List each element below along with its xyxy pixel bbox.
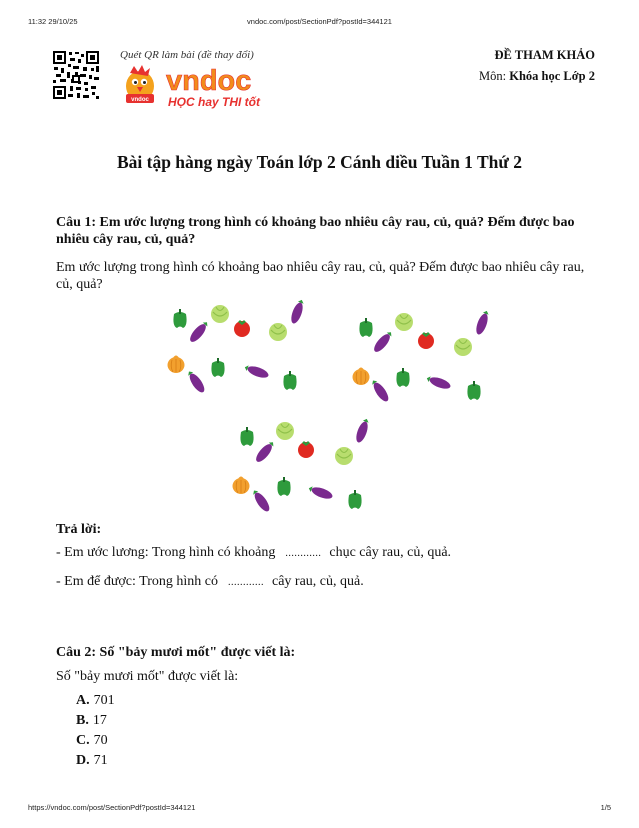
- svg-text:vndoc: vndoc: [166, 65, 252, 97]
- question-2-heading: Câu 2: Số "bảy mươi mốt" được viết là:: [56, 645, 296, 660]
- svg-text:HỌC hay THI tốt: HỌC hay THI tốt: [168, 95, 260, 109]
- browser-url-top: vndoc.com/post/SectionPdf?postId=344121: [247, 17, 392, 26]
- reference-title: ĐỀ THAM KHẢO: [494, 48, 595, 62]
- option-b[interactable]: [76, 713, 107, 729]
- option-c-letter: C.: [76, 733, 90, 748]
- answer-line-1: [56, 545, 451, 561]
- question-2-body: Số "bảy mươi mốt" được viết là:: [56, 669, 239, 684]
- subject-value: Khóa học Lớp 2: [509, 69, 595, 83]
- answer-line-2-end: cây rau, củ, quả.: [271, 574, 364, 589]
- subject-line: [479, 69, 595, 84]
- answer-blank-2[interactable]: ............: [227, 577, 264, 588]
- answer-line-2-start: - Em để được: Trong hình có: [56, 574, 218, 589]
- option-b-text: 17: [92, 713, 107, 728]
- answer-line-1-start: - Em ước lương: Trong hình có khoảng: [56, 545, 276, 560]
- page-title: Bài tập hàng ngày Toán lớp 2 Cánh diều Tuần 1 Thứ 2: [116, 152, 523, 172]
- option-d-letter: D.: [76, 753, 90, 768]
- browser-url-bottom: https://vndoc.com/post/SectionPdf?postId=344121: [28, 803, 196, 812]
- scan-qr-caption: Quét QR làm bài (đề thay đổi): [120, 49, 254, 61]
- option-a-text: 701: [93, 693, 115, 708]
- option-a[interactable]: [76, 693, 115, 709]
- option-b-letter: B.: [76, 713, 89, 728]
- vegetable-illustration: [160, 296, 500, 516]
- option-a-letter: A.: [76, 693, 90, 708]
- option-d[interactable]: [76, 753, 108, 769]
- browser-datetime: 11:32 29/10/25: [28, 17, 78, 26]
- answer-line-2: [56, 574, 364, 590]
- qr-code-icon[interactable]: [52, 50, 100, 100]
- question-1-body: Em ước lượng trong hình có khoảng bao nhiêu cây rau, củ, quả? Đếm được bao nhiêu cây rau, củ, quả?: [56, 260, 585, 292]
- question-1-heading: Câu 1: Em ước lượng trong hình có khoảng bao nhiêu cây rau, củ, quả? Đếm được bao nhiêu cây rau, củ, quả?: [56, 215, 575, 247]
- answer-line-1-end: chục cây rau, củ, quả.: [329, 545, 452, 560]
- option-c-text: 70: [93, 733, 108, 748]
- option-c[interactable]: [76, 733, 108, 749]
- page-number: 1/5: [600, 803, 611, 812]
- reference-block: [479, 48, 595, 84]
- answer-label: Trả lời:: [56, 522, 102, 537]
- option-d-text: 71: [93, 753, 108, 768]
- svg-text:vndoc: vndoc: [131, 97, 149, 103]
- subject-label: Môn:: [479, 69, 507, 83]
- answer-blank-1[interactable]: ............: [285, 548, 322, 559]
- vndoc-logo[interactable]: [120, 64, 270, 110]
